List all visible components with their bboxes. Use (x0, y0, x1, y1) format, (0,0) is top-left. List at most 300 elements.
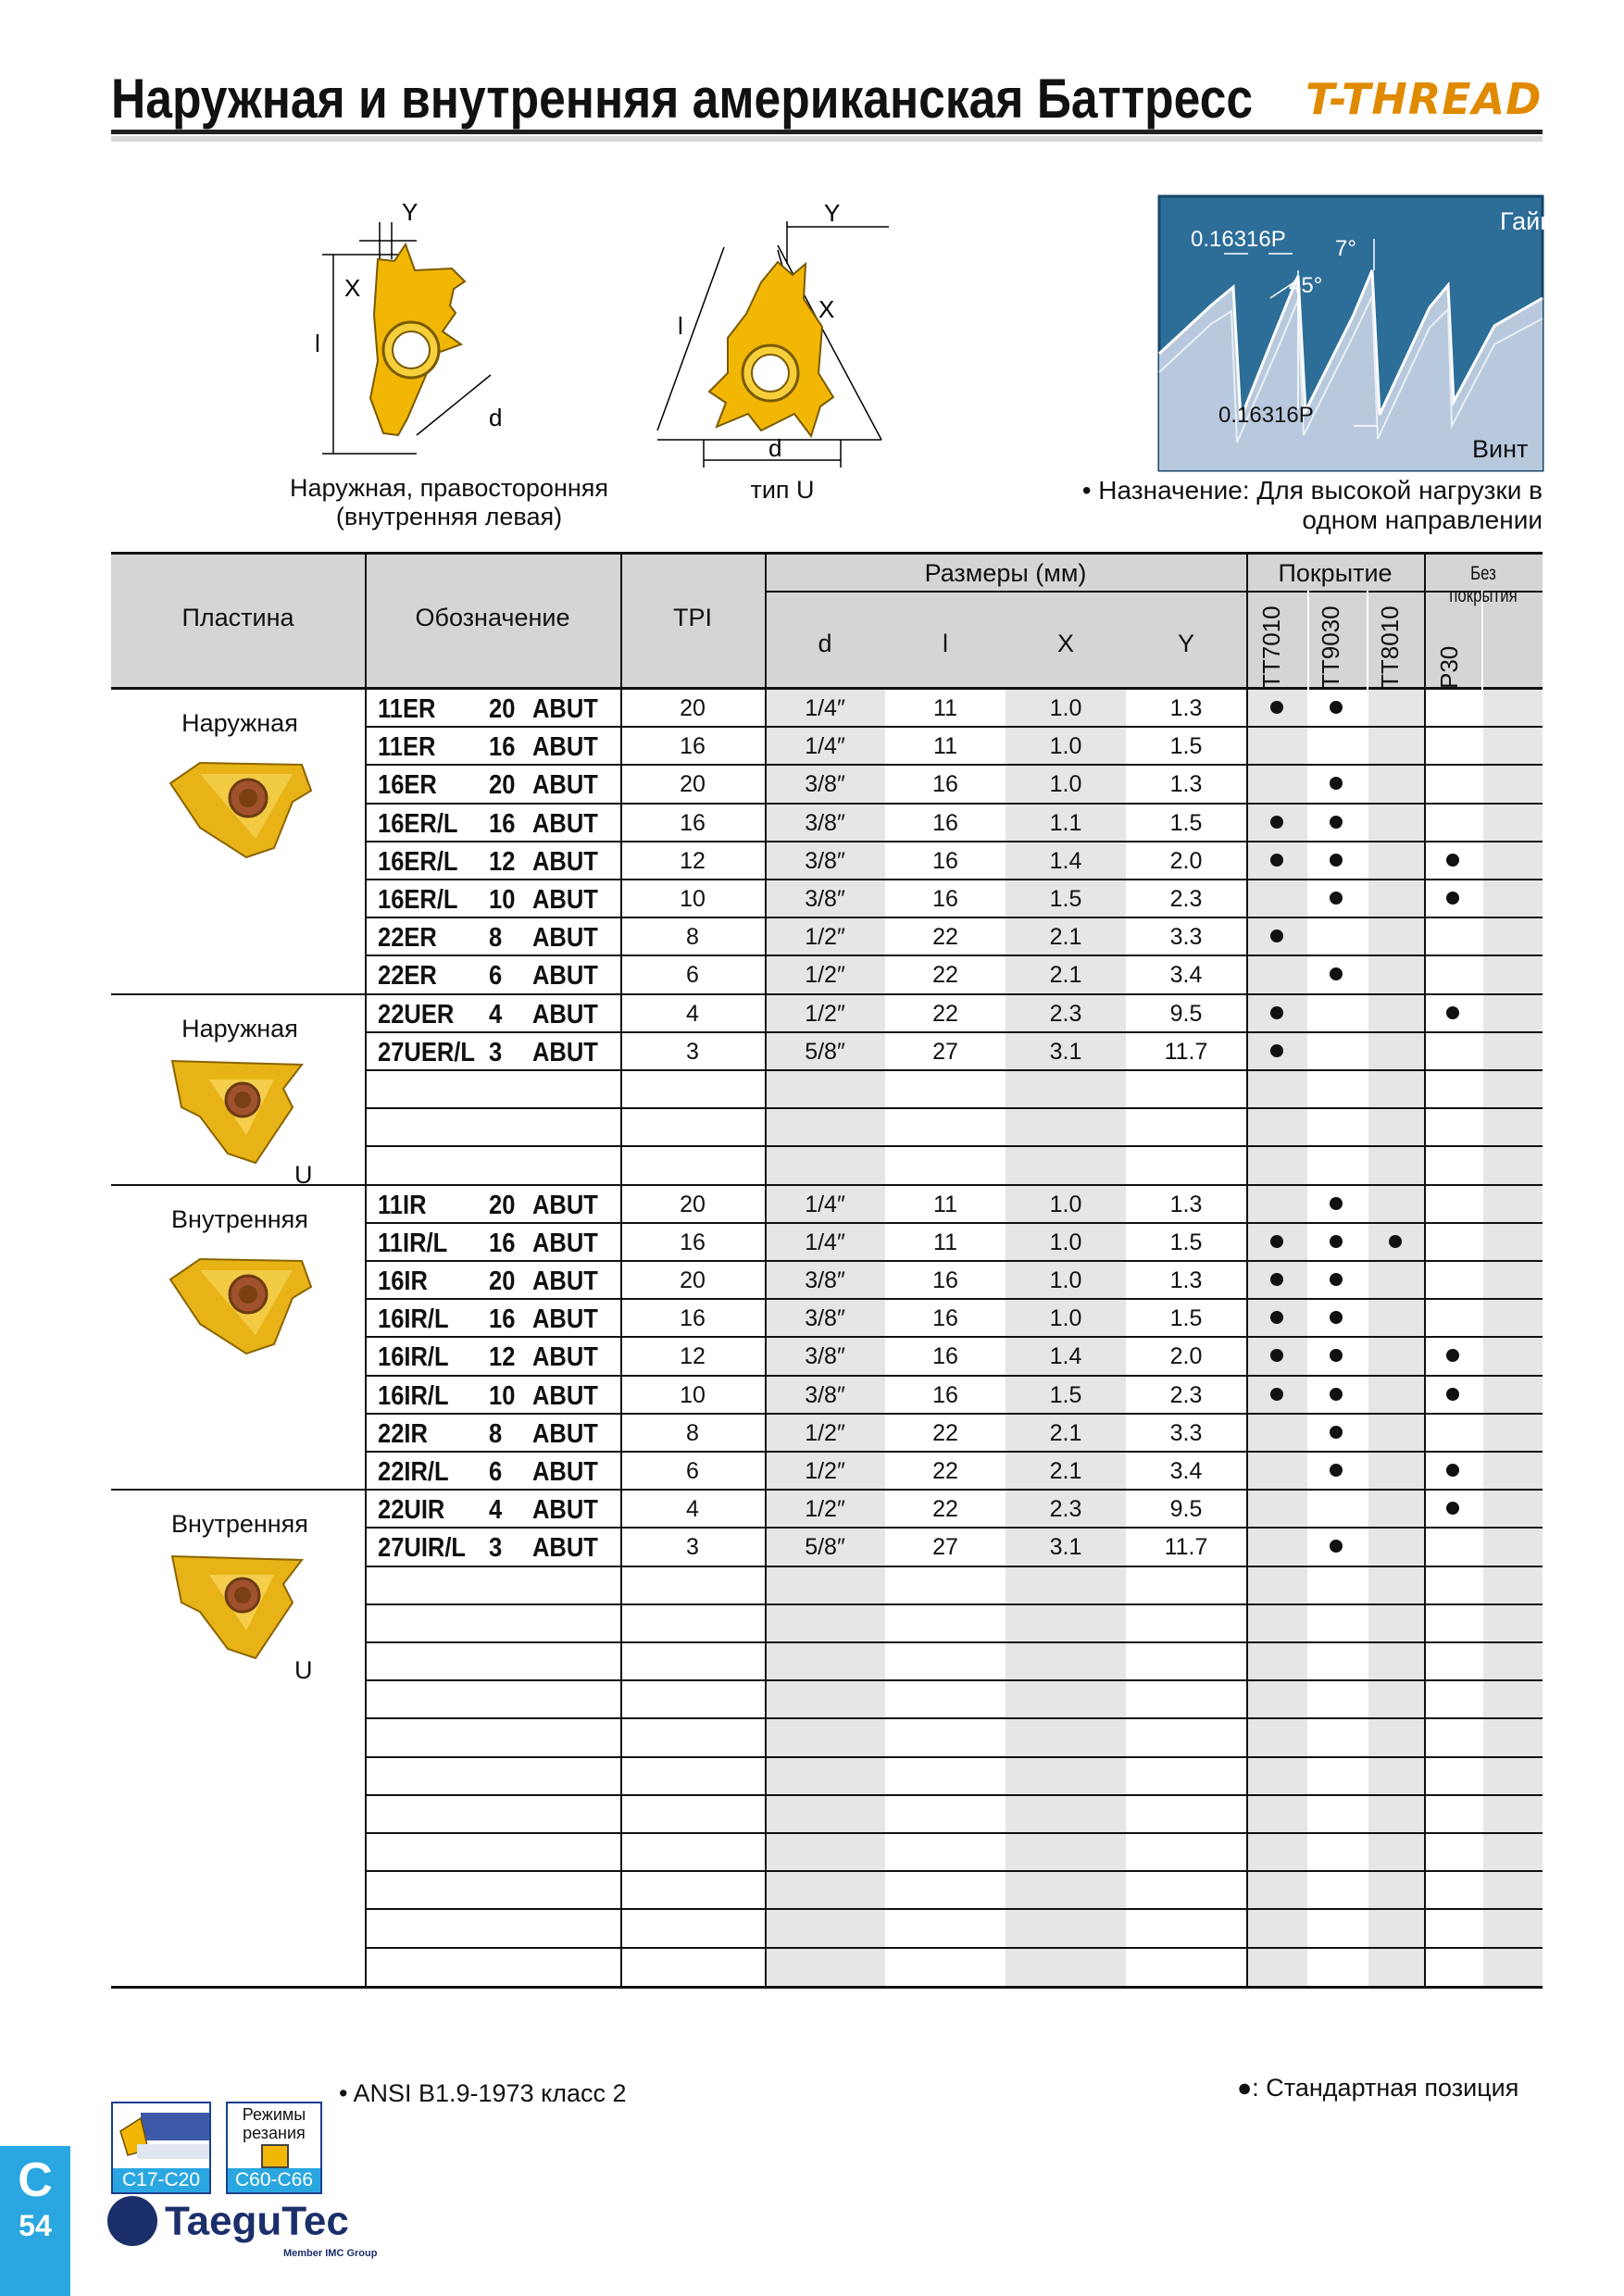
header-coating: Покрытие (1278, 559, 1393, 587)
cell-d: 3/8″ (805, 1343, 845, 1370)
cell-l: 11 (933, 1191, 957, 1217)
cell-y: 3.4 (1169, 1458, 1203, 1484)
grade-column-rule (1307, 591, 1309, 1986)
cell-y: 11.7 (1164, 1038, 1208, 1065)
column-rule (1246, 552, 1248, 1986)
cell-y: 3.4 (1169, 962, 1203, 989)
purpose-line: • Назначение: Для высокой нагрузки в (1081, 476, 1543, 505)
toolholder-ref-label: C17-C20 (113, 2168, 209, 2192)
header-tt9030: TT9030 (1317, 605, 1344, 689)
cutting-modes-ref-box[interactable] (226, 2102, 322, 2194)
logo-subtext: Member IMC Group (283, 2248, 378, 2259)
dim-y-label: Y (402, 198, 418, 226)
cell-y: 1.3 (1169, 771, 1203, 798)
cell-l: 16 (932, 886, 958, 912)
designation-profile: ABUT (532, 1037, 598, 1067)
designation-size: 22UIR (378, 1495, 445, 1526)
cutting-modes-line: Режимы (242, 2105, 306, 2124)
group-rule (111, 1184, 476, 1186)
cell-l (885, 1833, 1006, 1870)
cell-tpi (620, 1718, 765, 1755)
cell-d (765, 1909, 885, 1946)
cell-y: 3.3 (1169, 924, 1203, 951)
cell-l (885, 1108, 1006, 1145)
group-label: Внутренняя (171, 1510, 308, 1539)
standard-dot (1446, 854, 1459, 867)
cell-tpi: 20 (680, 1267, 706, 1293)
designation-profile: ABUT (532, 694, 598, 724)
group-label: Внутренняя (171, 1204, 308, 1233)
designation-profile: ABUT (532, 923, 598, 954)
purpose-note (1028, 476, 1543, 535)
cell-tpi: 8 (686, 1419, 699, 1446)
cell-l (885, 1642, 1006, 1679)
designation-pitch: 8 (489, 1418, 503, 1449)
cell-l (885, 1871, 1006, 1908)
designation-profile: ABUT (532, 1380, 598, 1411)
header-y: Y (1177, 630, 1194, 657)
cell-l: 16 (932, 771, 958, 798)
cell-d (765, 1718, 885, 1755)
standard-dot (1270, 1388, 1283, 1401)
cell-d (765, 1833, 885, 1870)
cutting-modes-label (228, 2105, 320, 2142)
cell-tpi (620, 1757, 765, 1794)
designation-pitch: 16 (489, 1304, 516, 1335)
logo-text: TaeguTec (165, 2198, 349, 2244)
cell-y (1126, 1680, 1246, 1717)
designation-profile: ABUT (532, 885, 598, 915)
cell-l: 22 (932, 1496, 958, 1523)
section-letter: C (18, 2153, 53, 2207)
cell-y (1126, 1604, 1246, 1641)
cell-d: 1/4″ (805, 695, 845, 721)
cell-tpi: 3 (686, 1534, 699, 1561)
designation-pitch: 6 (489, 961, 503, 992)
cell-tpi: 6 (686, 1458, 699, 1484)
cell-y (1126, 1108, 1246, 1145)
cell-x (1006, 1108, 1126, 1145)
cell-l (885, 1566, 1006, 1603)
cell-tpi: 20 (680, 695, 706, 721)
nut-label: Гайка (1500, 207, 1566, 235)
angle-7-label: 7° (1335, 236, 1356, 261)
designation-size: 11ER (378, 694, 436, 724)
cell-y: 2.0 (1169, 1343, 1203, 1370)
standard-dot (1330, 892, 1343, 905)
standard-dot (1389, 1235, 1402, 1248)
designation-pitch: 16 (489, 732, 516, 763)
cell-tpi (620, 1566, 765, 1603)
cell-l (885, 1146, 1006, 1183)
cell-y: 1.3 (1169, 1191, 1203, 1217)
cell-l: 22 (932, 962, 958, 989)
insert-photo (163, 746, 330, 867)
table-top-rule (111, 552, 1543, 555)
cell-y: 11.7 (1164, 1534, 1208, 1561)
cell-l (885, 1604, 1006, 1641)
cell-y (1126, 1070, 1246, 1107)
cell-d (765, 1070, 885, 1107)
designation-profile: ABUT (532, 1304, 598, 1335)
designation-pitch: 16 (489, 808, 516, 839)
cell-l: 11 (933, 695, 957, 721)
cell-x: 3.1 (1049, 1534, 1082, 1561)
cell-y: 1.3 (1169, 695, 1203, 721)
insert-diagram-u-type (639, 199, 907, 486)
standard-dot (1270, 1235, 1283, 1248)
cell-x: 2.1 (1049, 1458, 1082, 1484)
cell-d: 1/2″ (805, 1000, 845, 1027)
dim-d-label: d (489, 404, 503, 431)
dim-x-label: X (344, 274, 361, 302)
standard-dot (1446, 1349, 1459, 1362)
cell-y: 1.5 (1169, 1229, 1203, 1255)
designation-size: 22IR (378, 1418, 428, 1449)
cell-d: 3/8″ (805, 847, 845, 874)
cell-l: 22 (932, 924, 958, 951)
header-d: d (818, 630, 832, 657)
cell-x: 2.1 (1049, 1419, 1082, 1446)
cell-d: 3/8″ (805, 771, 845, 798)
column-rule (365, 552, 367, 1986)
designation-size: 16ER/L (378, 846, 458, 877)
designation-size: 16ER/L (378, 808, 458, 839)
cell-tpi: 12 (680, 1343, 706, 1370)
cell-d (765, 1757, 885, 1794)
designation-profile: ABUT (532, 1457, 598, 1487)
cell-tpi: 4 (686, 1000, 699, 1027)
cell-l: 16 (932, 809, 958, 836)
cell-x: 2.1 (1049, 962, 1082, 989)
standard-dot (1446, 1006, 1459, 1019)
cell-l: 16 (932, 1305, 958, 1332)
cell-x: 1.0 (1049, 1267, 1082, 1293)
group-label: Наружная (181, 709, 298, 737)
standard-dot (1330, 1349, 1343, 1362)
cell-tpi: 16 (680, 1229, 706, 1255)
standard-dot (1330, 777, 1343, 790)
cell-d: 5/8″ (805, 1038, 845, 1065)
cell-d (765, 1642, 885, 1679)
header-p30: P30 (1435, 645, 1463, 689)
designation-size: 16IR/L (378, 1342, 449, 1373)
designation-profile: ABUT (532, 732, 598, 763)
designation-profile: ABUT (532, 1267, 598, 1296)
cell-tpi: 16 (680, 809, 706, 836)
standard-dot (1330, 1235, 1343, 1248)
cell-d (765, 1108, 885, 1145)
standard-dot (1330, 967, 1343, 980)
designation-profile: ABUT (532, 1190, 598, 1220)
header-uncoated: Без покрытия (1449, 563, 1518, 606)
cell-y (1126, 1757, 1246, 1794)
header-insert: Пластина (181, 604, 294, 631)
designation-pitch: 10 (489, 1380, 516, 1411)
cell-x (1006, 1833, 1126, 1870)
designation-size: 11IR (378, 1190, 427, 1220)
cell-x: 1.0 (1049, 695, 1082, 721)
cell-d: 1/4″ (805, 1191, 845, 1217)
cell-tpi (620, 1146, 765, 1183)
insert-diagram-external (306, 198, 583, 481)
designation-pitch: 6 (489, 1457, 503, 1487)
standard-dot (1330, 1273, 1343, 1286)
cell-l: 22 (932, 1000, 958, 1027)
cell-y: 9.5 (1169, 1000, 1203, 1027)
header-dimensions: Размеры (мм) (924, 559, 1087, 587)
cell-d: 3/8″ (805, 1305, 845, 1332)
standard-dot (1330, 1426, 1343, 1439)
cell-d: 1/2″ (805, 962, 845, 989)
designation-pitch: 20 (489, 694, 516, 724)
designation-size: 22ER (378, 923, 437, 954)
cell-d (765, 1566, 885, 1603)
cell-d: 3/8″ (805, 809, 845, 836)
designation-profile: ABUT (532, 1418, 598, 1449)
cell-tpi (620, 1833, 765, 1870)
designation-profile: ABUT (532, 961, 598, 992)
cell-tpi: 20 (680, 1191, 706, 1217)
cell-l: 11 (933, 1229, 957, 1255)
cell-d: 3/8″ (805, 1381, 845, 1408)
cell-d: 1/2″ (805, 1458, 845, 1484)
u-type-label: U (294, 1160, 313, 1189)
standard-dot (1446, 1388, 1459, 1401)
title-rule-shadow (111, 136, 1543, 142)
u-type-label: U (294, 1656, 313, 1685)
cell-l: 22 (932, 1458, 958, 1484)
designation-profile: ABUT (532, 1495, 598, 1526)
header-tt8010: TT8010 (1376, 605, 1404, 689)
standard-dot (1330, 1197, 1343, 1210)
bottom-dim-label: 0.16316P (1218, 403, 1314, 428)
cell-tpi: 6 (686, 962, 699, 989)
cell-l: 16 (932, 1343, 958, 1370)
cell-d (765, 1680, 885, 1717)
designation-profile: ABUT (532, 1342, 598, 1373)
group-rule (111, 993, 476, 995)
cell-x: 1.0 (1049, 1229, 1082, 1255)
toolholder-ref-box[interactable] (111, 2102, 211, 2194)
purpose-line: одном направлении (1302, 505, 1543, 534)
group-label: Наружная (181, 1014, 298, 1042)
cell-d: 1/4″ (805, 733, 845, 760)
cell-tpi: 10 (680, 886, 706, 912)
designation-profile: ABUT (532, 1533, 598, 1564)
insert-photo (163, 1547, 330, 1667)
dim-l-label: l (315, 330, 320, 357)
standard-dot (1446, 892, 1459, 905)
standard-dot (1270, 1273, 1283, 1286)
cell-x: 1.4 (1049, 1343, 1082, 1370)
cell-x: 1.0 (1049, 1191, 1082, 1217)
designation-pitch: 10 (489, 885, 516, 915)
cell-l (885, 1948, 1006, 1985)
cell-l (885, 1795, 1006, 1832)
cell-x (1006, 1680, 1126, 1717)
cell-d: 5/8″ (805, 1534, 845, 1561)
angle-45-label: 45° (1289, 273, 1323, 298)
cell-x (1006, 1642, 1126, 1679)
cell-tpi (620, 1909, 765, 1946)
column-rule (1424, 552, 1426, 1986)
designation-size: 16ER/L (378, 885, 458, 915)
cell-y: 1.5 (1169, 809, 1203, 836)
cell-x: 2.3 (1049, 1496, 1082, 1523)
designation-size: 27UER/L (378, 1037, 475, 1067)
cell-tpi (620, 1070, 765, 1107)
designation-profile: ABUT (532, 808, 598, 839)
cell-y: 2.3 (1169, 1381, 1203, 1408)
cell-tpi (620, 1948, 765, 1985)
cell-tpi: 4 (686, 1496, 699, 1523)
cell-x: 2.3 (1049, 1000, 1082, 1027)
cell-x (1006, 1909, 1126, 1946)
designation-pitch: 3 (489, 1533, 503, 1564)
designation-profile: ABUT (532, 770, 598, 801)
cell-d: 1/4″ (805, 1229, 845, 1255)
standard-note: • ANSI B1.9-1973 класс 2 (339, 2079, 627, 2107)
page-title: Наружная и внутренняя американская Баттресс (111, 68, 1254, 130)
designation-pitch: 3 (489, 1037, 503, 1067)
cell-x: 1.0 (1049, 771, 1082, 798)
standard-dot (1270, 1044, 1283, 1057)
cell-y: 2.3 (1169, 886, 1203, 912)
group-rule (111, 1489, 476, 1491)
cell-l (885, 1680, 1006, 1717)
diagram-left-caption (269, 474, 630, 531)
logo-mark-icon (107, 2196, 157, 2246)
header-tpi: TPI (672, 604, 712, 631)
cell-y: 2.0 (1169, 847, 1203, 874)
designation-pitch: 20 (489, 1267, 516, 1296)
cell-l: 22 (932, 1419, 958, 1446)
cell-tpi (620, 1642, 765, 1679)
standard-dot (1330, 1311, 1343, 1324)
cell-d: 3/8″ (805, 1267, 845, 1293)
cell-tpi: 8 (686, 924, 699, 951)
cell-l: 27 (932, 1534, 958, 1561)
cell-d (765, 1146, 885, 1183)
designation-size: 16ER (378, 770, 437, 801)
grade-column-rule (1481, 591, 1483, 1986)
cell-y (1126, 1795, 1246, 1832)
cell-y (1126, 1642, 1246, 1679)
designation-profile: ABUT (532, 846, 598, 877)
cell-tpi (620, 1871, 765, 1908)
caption-line: (внутренняя левая) (335, 503, 563, 530)
dim-l-label: l (678, 312, 683, 340)
cell-tpi: 20 (680, 771, 706, 798)
cell-y (1126, 1146, 1246, 1183)
standard-dot (1330, 1388, 1343, 1401)
cell-l (885, 1909, 1006, 1946)
cell-y: 9.5 (1169, 1496, 1203, 1523)
header-l: l (943, 630, 948, 657)
header-x: X (1056, 630, 1074, 657)
cell-l: 27 (932, 1038, 958, 1065)
cell-x: 1.4 (1049, 847, 1082, 874)
screw-label: Винт (1472, 435, 1529, 463)
standard-dot (1270, 854, 1283, 867)
cell-d (765, 1604, 885, 1641)
cell-x: 1.1 (1049, 809, 1082, 836)
designation-profile: ABUT (532, 999, 598, 1029)
cell-l (885, 1718, 1006, 1755)
cell-l: 11 (933, 733, 957, 760)
standard-dot (1330, 816, 1343, 829)
cell-l: 16 (932, 1267, 958, 1293)
cell-tpi (620, 1680, 765, 1717)
cell-x (1006, 1604, 1126, 1641)
cell-tpi: 16 (680, 1305, 706, 1332)
cutting-modes-line: резания (243, 2124, 306, 2142)
standard-dot (1330, 701, 1343, 714)
cutting-modes-ref-label: C60-C66 (228, 2168, 320, 2192)
cell-tpi (620, 1604, 765, 1641)
cell-y (1126, 1833, 1246, 1870)
designation-pitch: 8 (489, 923, 503, 954)
dim-d-label: d (768, 434, 782, 462)
designation-pitch: 20 (489, 770, 516, 801)
designation-pitch: 16 (489, 1228, 516, 1258)
designation-size: 16IR (378, 1267, 428, 1296)
cell-y (1126, 1566, 1246, 1603)
standard-dot (1446, 1464, 1459, 1477)
cell-l: 16 (932, 847, 958, 874)
standard-dot (1330, 1464, 1343, 1477)
cell-y: 3.3 (1169, 1419, 1203, 1446)
top-dim-label: 0.16316P (1191, 227, 1286, 252)
cell-x: 1.0 (1049, 733, 1082, 760)
insert-photo (163, 1242, 330, 1363)
page-number: 54 (19, 2209, 52, 2242)
subheader-rule (765, 591, 1543, 593)
cell-y (1126, 1909, 1246, 1946)
cell-tpi (620, 1108, 765, 1145)
standard-dot (1446, 1502, 1459, 1515)
cell-d (765, 1948, 885, 1985)
cell-y: 1.3 (1169, 1267, 1203, 1293)
diagram-mid-caption: тип U (750, 476, 815, 504)
designation-size: 11IR/L (378, 1228, 448, 1258)
designation-size: 27UIR/L (378, 1533, 467, 1564)
caption-line: Наружная, правосторонняя (289, 474, 609, 502)
cell-y (1126, 1718, 1246, 1755)
standard-dot (1270, 816, 1283, 829)
cell-d (765, 1795, 885, 1832)
cell-x: 1.5 (1049, 886, 1082, 912)
t-thread-logo: T-THREAD (1305, 74, 1543, 124)
cell-x (1006, 1718, 1126, 1755)
dim-y-label: Y (824, 199, 841, 227)
cell-d: 1/2″ (805, 1496, 845, 1523)
cell-x (1006, 1871, 1126, 1908)
cell-y: 1.5 (1169, 1305, 1203, 1332)
cell-x: 2.1 (1049, 924, 1082, 951)
designation-pitch: 12 (489, 846, 516, 877)
cell-y (1126, 1871, 1246, 1908)
standard-dot (1330, 854, 1343, 867)
cell-x (1006, 1070, 1126, 1107)
cell-tpi: 3 (686, 1038, 699, 1065)
cell-y (1126, 1948, 1246, 1985)
cell-x: 1.0 (1049, 1305, 1082, 1332)
standard-dot (1270, 701, 1283, 714)
designation-size: 16IR/L (378, 1304, 449, 1335)
header-tt7010: TT7010 (1257, 605, 1285, 689)
